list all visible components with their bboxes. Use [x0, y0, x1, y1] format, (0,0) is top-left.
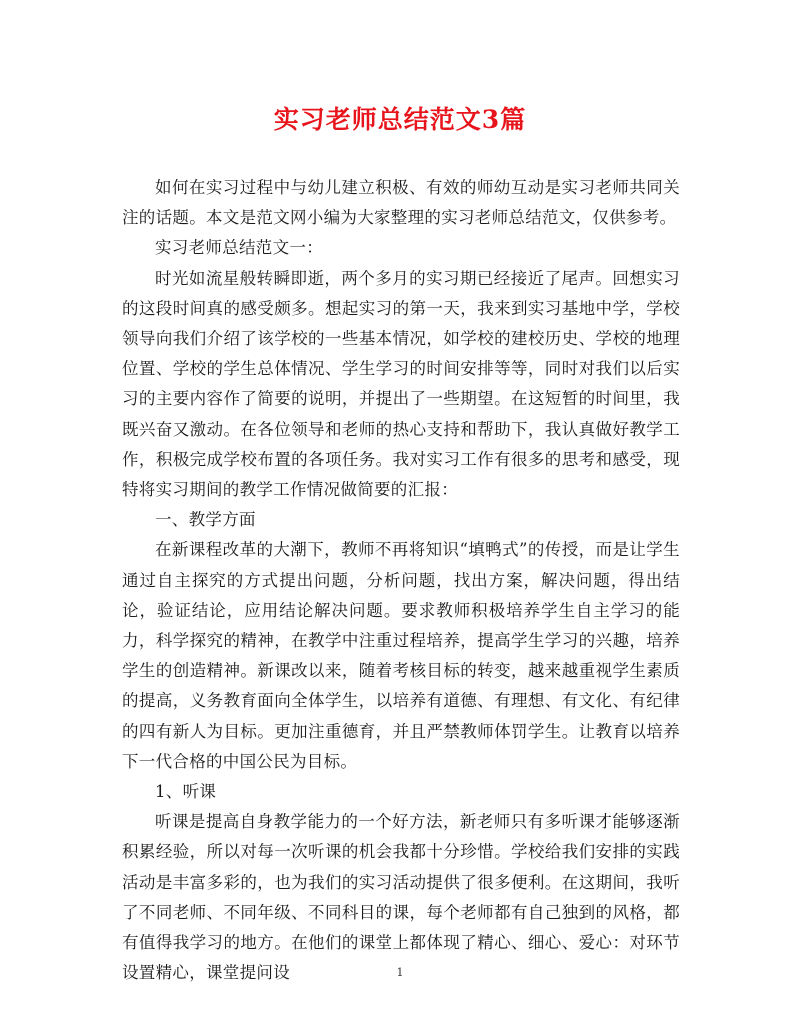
- page-number: 1: [396, 966, 404, 979]
- body-paragraph: 在新课程改革的大潮下，教师不再将知识“填鸭式”的传授，而是让学生通过自主探究的方式提出问题，分析问题，找出方案，解决问题，得出结论，验证结论，应用结论解决问题。要求教师积极培养学生自主学习的能力，科学探究的精神，在教学中注重过程培养，提高学生学习的兴趣，培养学生的创造精神。新课改以来，随着考核目标的转变，越来越重视学生素质的提高，义务教育面向全体学生，以培养有道德、有理想、有文化、有纪律的四有新人为目标。更加注重德育，并且严禁教师体罚学生。让教育以培养下一代合格的中国公民为目标。: [122, 540, 680, 771]
- subsection-heading-listening: 1、听课: [155, 782, 217, 802]
- intro-paragraph: 如何在实习过程中与幼儿建立积极、有效的师幼互动是实习老师共同关注的话题。本文是范文网小编为大家整理的实习老师总结范文，仅供参考。: [122, 178, 680, 228]
- document-body: [122, 173, 680, 988]
- section-heading-teaching: 一、教学方面: [155, 510, 256, 530]
- body-paragraph: 时光如流星般转瞬即逝，两个多月的实习期已经接近了尾声。回想实习的这段时间真的感受颇多。想起实习的第一天，我来到实习基地中学，学校领导向我们介绍了该学校的一些基本情况，如学校的建校历史、学校的地理位置、学校的学生总体情况、学生学习的时间安排等等，同时对我们以后实习的主要内容作了简要的说明，并提出了一些期望。在这短暂的时间里，我既兴奋又激动。在各位领导和老师的热心支持和帮助下，我认真做好教学工作，积极完成学校布置的各项任务。我对实习工作有很多的思考和感受，现特将实习期间的教学工作情况做简要的汇报：: [122, 268, 680, 500]
- section-heading-sample-one: 实习老师总结范文一：: [155, 238, 323, 258]
- body-paragraph: 听课是提高自身教学能力的一个好方法，新老师只有多听课才能够逐渐积累经验，所以对每一次听课的机会我都十分珍惜。学校给我们安排的实践活动是丰富多彩的，也为我们的实习活动提供了很多便利。在这期间，我听了不同老师、不同年级、不同科目的课，每个老师都有自己独到的风格，都有值得我学习的地方。在他们的课堂上都体现了精心、细心、爱心：对环节设置精心，课堂提问设: [122, 812, 680, 983]
- document-title: 实习老师总结范文3篇: [273, 105, 527, 134]
